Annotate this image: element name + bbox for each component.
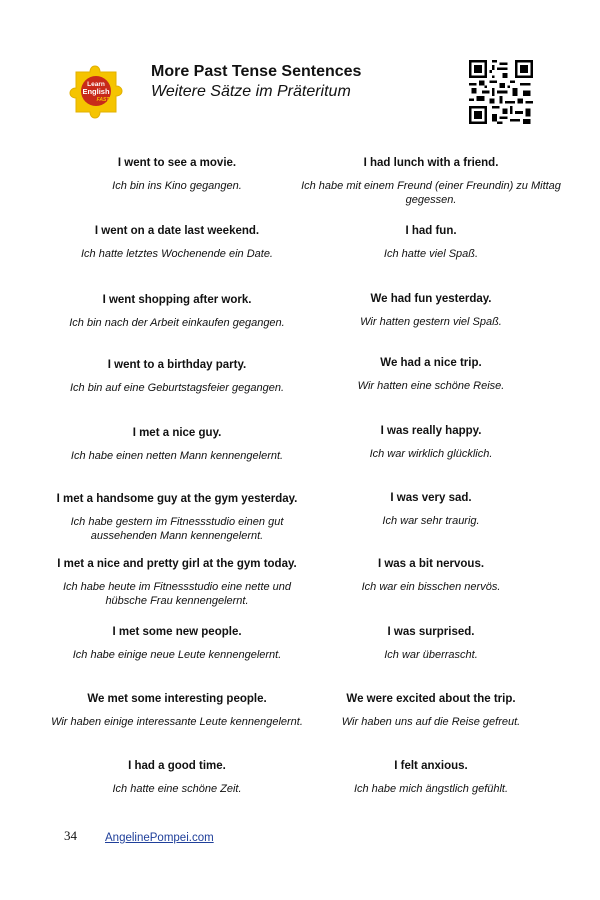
german-translation: Wir hatten gestern viel Spaß. — [360, 316, 502, 328]
english-sentence: I was really happy. — [380, 425, 482, 437]
sentence-item — [42, 358, 312, 395]
sentence-item — [296, 759, 566, 796]
sentence-item — [42, 156, 312, 193]
german-translation: Ich bin nach der Arbeit einkaufen gegangen. — [69, 317, 285, 329]
german-translation: Ich war sehr traurig. — [382, 515, 480, 527]
english-sentence: I went on a date last weekend. — [94, 225, 260, 237]
english-sentence: We had fun yesterday. — [370, 293, 492, 305]
logo-text-fast: FAST — [96, 97, 110, 103]
sentence-item — [296, 692, 566, 729]
learn-english-fast-logo — [66, 60, 130, 124]
german-translation: Ich habe mit einem Freund (einer Freundin) zu Mittag gegessen. — [301, 180, 561, 206]
header — [151, 62, 361, 102]
english-sentence: We were excited about the trip. — [346, 693, 516, 705]
sentence-item — [296, 356, 566, 393]
sentence-item — [296, 625, 566, 662]
qr-code — [469, 60, 533, 124]
german-translation: Ich habe gestern im Fitnessstudio einen gut aussehenden Mann kennengelernt. — [70, 516, 284, 542]
german-translation: Wir haben uns auf die Reise gefreut. — [341, 716, 521, 728]
logo-text-english: English — [82, 87, 110, 96]
english-sentence: We met some interesting people. — [87, 693, 267, 705]
english-sentence: I met some new people. — [112, 626, 242, 638]
german-translation: Ich war ein bisschen nervös. — [361, 581, 501, 593]
page-subtitle: Weitere Sätze im Präteritum — [151, 83, 351, 100]
sentence-item — [296, 292, 566, 329]
english-sentence: I was very sad. — [390, 492, 472, 504]
german-translation: Ich habe einige neue Leute kennengelernt. — [72, 649, 282, 661]
sentence-item — [42, 426, 312, 463]
german-translation: Ich habe mich ängstlich gefühlt. — [353, 783, 509, 795]
german-translation: Ich bin ins Kino gegangen. — [112, 180, 242, 192]
german-translation: Wir haben einige interessante Leute kennengelernt. — [51, 716, 303, 728]
german-translation: Ich habe einen netten Mann kennengelernt. — [70, 450, 284, 462]
sentence-item — [42, 293, 312, 330]
logo-text-learn: Learn — [87, 81, 105, 88]
english-sentence: I was surprised. — [387, 626, 475, 638]
german-translation: Ich habe heute im Fitnessstudio eine nette und hübsche Frau kennengelernt. — [62, 581, 292, 607]
sentence-item — [42, 692, 312, 729]
english-sentence: I was a bit nervous. — [377, 558, 485, 570]
english-sentence: I had a good time. — [128, 760, 226, 772]
german-translation: Ich war wirklich glücklich. — [369, 448, 493, 460]
english-sentence: I met a nice and pretty girl at the gym today. — [57, 558, 297, 570]
english-sentence: I went shopping after work. — [102, 294, 252, 306]
german-translation: Wir hatten eine schöne Reise. — [357, 380, 505, 392]
page-number: 34 — [64, 828, 77, 843]
english-sentence: I met a handsome guy at the gym yesterday. — [56, 493, 298, 505]
page-title: More Past Tense Sentences — [151, 63, 362, 80]
english-sentence: I had lunch with a friend. — [363, 157, 499, 169]
english-sentence: I went to see a movie. — [117, 157, 237, 169]
sentence-item — [42, 557, 312, 608]
german-translation: Ich war überrascht. — [384, 649, 478, 661]
sentence-item — [296, 557, 566, 594]
german-translation: Ich hatte eine schöne Zeit. — [112, 783, 242, 795]
sentence-item — [296, 424, 566, 461]
sentence-item — [296, 156, 566, 207]
english-sentence: I felt anxious. — [394, 760, 468, 772]
sentence-item — [42, 625, 312, 662]
german-translation: Ich hatte viel Spaß. — [383, 248, 479, 260]
german-translation: Ich bin auf eine Geburtstagsfeier gegangen. — [69, 382, 285, 394]
english-sentence: I met a nice guy. — [132, 427, 222, 439]
sentence-item — [42, 759, 312, 796]
sentence-item — [42, 492, 312, 543]
website-link[interactable]: AngelinePompei.com — [105, 832, 214, 844]
english-sentence: We had a nice trip. — [380, 357, 482, 369]
english-sentence: I went to a birthday party. — [107, 359, 247, 371]
german-translation: Ich hatte letztes Wochenende ein Date. — [80, 248, 273, 260]
sentence-item — [42, 224, 312, 261]
sentence-item — [296, 224, 566, 261]
english-sentence: I had fun. — [405, 225, 457, 237]
sentence-item — [296, 491, 566, 528]
